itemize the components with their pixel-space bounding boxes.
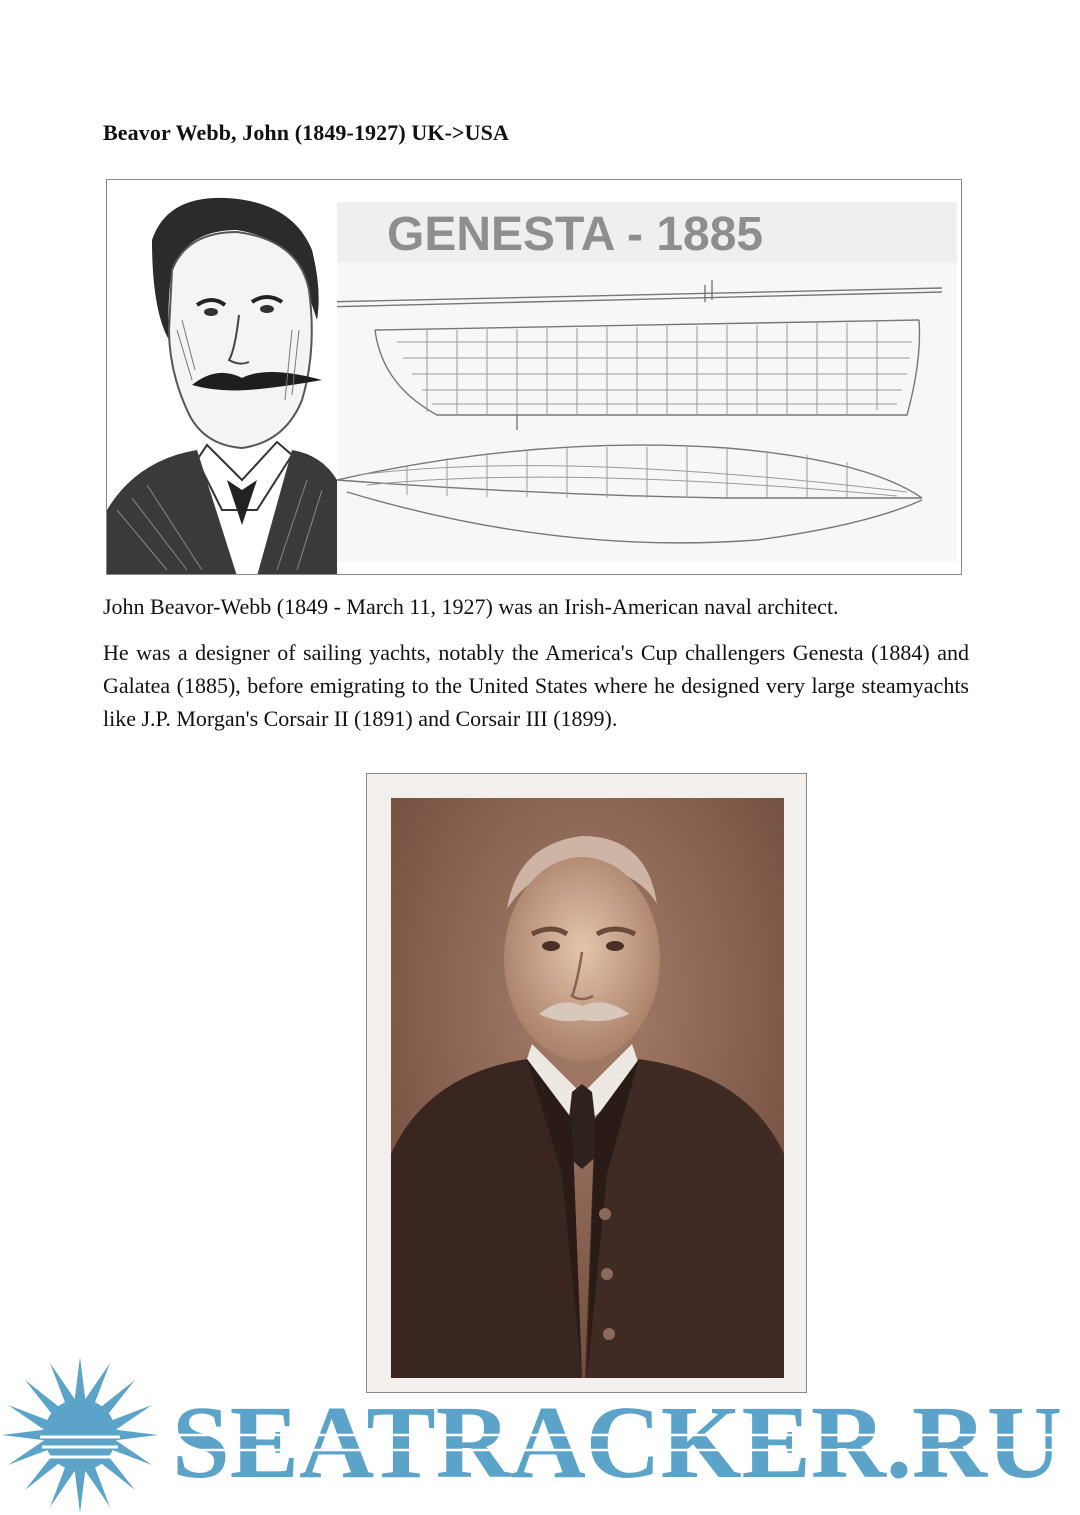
sepia-portrait-photo-icon xyxy=(367,774,807,1393)
seatracker-watermark xyxy=(0,1355,1080,1515)
yacht-hull-plan-icon xyxy=(107,180,962,575)
biography-paragraph: He was a designer of sailing yachts, notably the America's Cup challengers Genesta (1884) and Galatea (1885), before emigrating to the United States where he designed very large steamyachts like J.P. Morgan's Corsair II (1891) and Corsair III (1899). xyxy=(103,640,969,731)
sun-logo-icon xyxy=(2,1357,158,1513)
intro-paragraph: John Beavor-Webb (1849 - March 11, 1927) was an Irish-American naval architect. xyxy=(103,594,839,619)
page-title: Beavor Webb, John (1849-1927) UK->USA xyxy=(103,120,509,145)
watermark-text: SEATRACKER.RU xyxy=(172,1385,1062,1500)
portrait-engraving-icon xyxy=(107,180,337,575)
genesta-banner-text: GENESTA - 1885 xyxy=(387,208,764,261)
genesta-figure xyxy=(106,179,962,575)
sepia-portrait-figure xyxy=(366,773,807,1393)
